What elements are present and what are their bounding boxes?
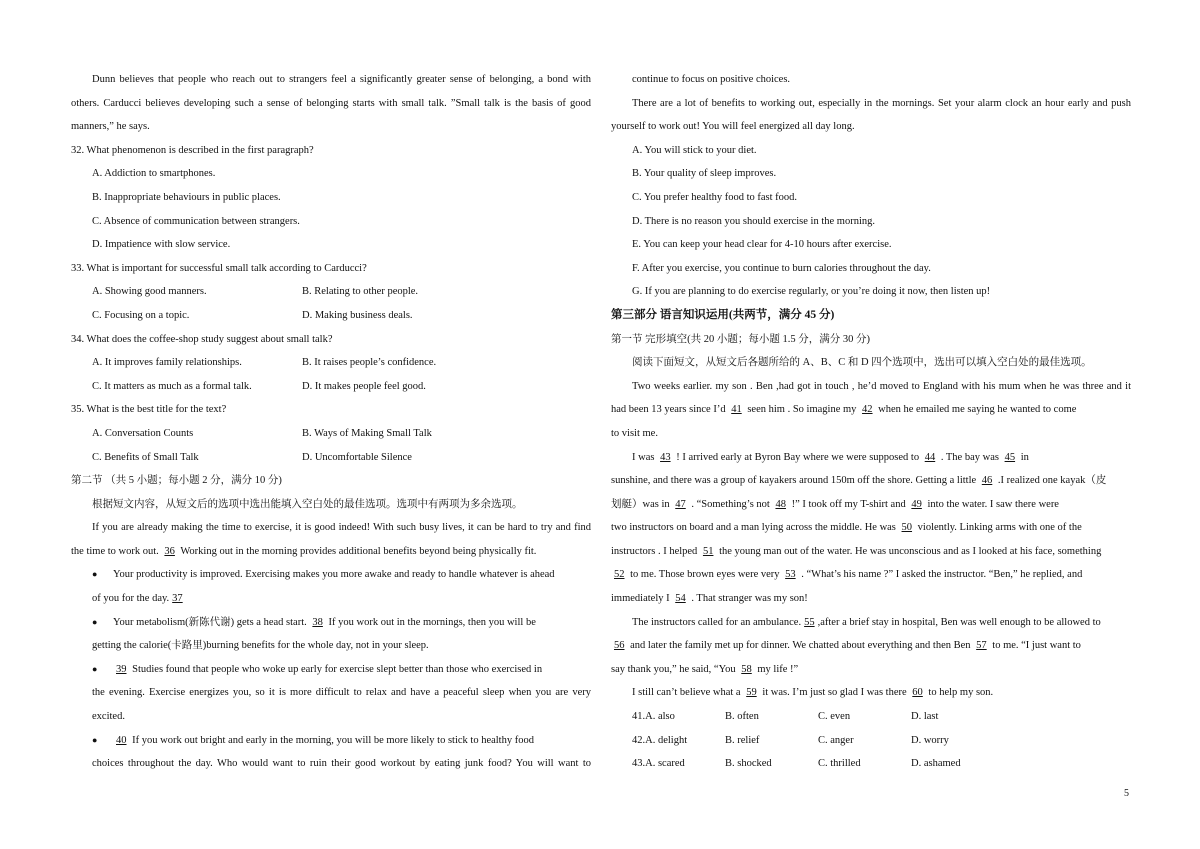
q34-options-row [71,351,591,375]
bullet-item [71,563,591,587]
q35-option-c: C. Benefits of Small Talk [92,451,199,463]
passage-line [611,634,1131,658]
q35-option-d: D. Uncomfortable Silence [302,451,412,463]
text-fragment: I still can’t believe what a [632,687,741,699]
blank-56: 56 [614,640,625,652]
text-fragment: I was [632,451,655,463]
option-c: C. You prefer healthy food to fast food. [632,191,798,203]
passage-line: Dunn believes that people who reach out to strangers feel a significantly greater sense of belonging, a bond with [92,74,591,85]
blank-50: 50 [901,522,913,534]
text-fragment: Studies found that people who woke up early for exercise slept better than those who exercised in [132,663,543,675]
bullet-icon: ● [92,616,98,627]
q33-option-b: B. Relating to other people. [302,286,419,298]
q41-option-d: D. last [911,711,939,723]
section-1-instruction: 阅读下面短文，从短文后各题所给的 A、B、C 和 D 四个选项中，选出可以填入空白处的最佳选项。 [632,357,1092,369]
option-e: E. You can keep your head clear for 4-10 hours after exercise. [632,239,892,251]
text-fragment: in [1020,451,1029,463]
blank-40: 40 [116,734,127,746]
q42-option-a: 42.A. delight [632,734,688,746]
passage-line [611,516,1131,540]
text-fragment: . “Something’s not [691,498,770,510]
q35-options-row [71,446,591,470]
question-33-stem: 33. What is important for successful small talk according to Carducci? [71,262,367,274]
option-b: B. Your quality of sleep improves. [632,168,777,180]
q33-options-row [71,280,591,304]
text-fragment: instructors . I helped [611,545,698,557]
blank-45: 45 [1004,451,1016,463]
blank-36: 36 [164,545,175,557]
text-fragment: the time to work out. [71,545,159,557]
blank-55: 55 [804,616,815,628]
bullet-item [71,658,591,682]
q34-option-b: B. It raises people’s confidence. [302,357,437,369]
text-fragment: ,after a brief stay in hospital, Ben was well enough to be allowed to [817,616,1101,628]
question-35-stem: 35. What is the best title for the text? [71,404,227,416]
left-column [71,68,591,776]
q34-option-c: C. It matters as much as a formal talk. [92,380,252,392]
passage-line [611,611,1131,635]
text-fragment: Your metabolism(新陈代谢) gets a head start. [113,616,307,628]
q42-option-d: D. worry [911,734,949,746]
q35-options-row [71,422,591,446]
q42-options-row [611,729,1131,753]
text-fragment: it was. I’m just so glad I was there [762,687,907,699]
blank-38: 38 [312,616,323,628]
text-fragment: when he emailed me saying he wanted to come [878,404,1077,416]
text-fragment: !” I took off my T-shirt and [791,498,906,510]
text-fragment: . That stranger was my son! [691,593,808,605]
q34-option-d: D. It makes people feel good. [302,380,426,392]
q32-option-a: A. Addiction to smartphones. [92,168,216,180]
bullet-continuation [71,587,591,611]
q43-option-d: D. ashamed [911,758,961,770]
section-2-title: 第二节 （共 5 小题；每小题 2 分，满分 10 分) [71,475,282,487]
text-fragment: If you work out bright and early in the morning, you will be more likely to stick to healthy food [132,734,534,746]
text-fragment: had been 13 years since I’d [611,404,726,416]
text-fragment: to me. “I just want to [992,640,1081,652]
blank-43: 43 [660,451,671,463]
option-f: F. After you exercise, you continue to burn calories throughout the day. [632,262,931,274]
passage-line [611,658,1131,682]
passage-line [611,446,1131,470]
page-number: 5 [1124,788,1129,799]
blank-37: 37 [172,593,183,605]
q33-options-row [71,304,591,328]
passage-line [611,398,1131,422]
q43-options-row [611,752,1131,776]
blank-42: 42 [862,404,873,416]
text-fragment: ! I arrived early at Byron Bay where we were supposed to [676,451,920,463]
blank-58: 58 [741,663,752,675]
q35-option-b: B. Ways of Making Small Talk [302,427,432,439]
passage-line: Two weeks earlier. my son . Ben ,had got in touch , he’d moved to England with his mum when he was three and it [632,380,1131,392]
q34-option-a: A. It improves family relationships. [92,357,242,369]
bullet-icon: ● [92,734,98,745]
q43-option-c: C. thrilled [818,758,861,770]
passage-line [611,563,1131,587]
text-fragment: violently. Linking arms with one of the [917,522,1082,534]
blank-60: 60 [912,687,923,699]
blank-52: 52 [614,569,625,581]
text-fragment: . The bay was [940,451,999,463]
text-fragment: and later the family met up for dinner. We chatted about everything and then Ben [630,640,971,652]
q32-option-d: D. Impatience with slow service. [92,239,231,251]
blank-39: 39 [116,663,127,675]
blank-59: 59 [746,687,757,699]
question-34-stem: 34. What does the coffee-shop study suggest about small talk? [71,333,333,345]
blank-53: 53 [785,569,796,581]
text-fragment: Working out in the morning provides additional benefits beyond being physically fit. [180,545,537,557]
bullet-continuation: the evening. Exercise energizes you, so it is more difficult to relax and have a peaceful sleep when you are very [92,687,591,699]
text-fragment: into the water. I saw there were [927,498,1059,510]
bullet-item [71,729,591,753]
section-1-title: 第一节 完形填空(共 20 小题；每小题 1.5 分，满分 30 分) [611,333,870,345]
passage-line [611,681,1131,705]
text-fragment: my life !” [757,663,799,675]
q41-option-c: C. even [818,711,851,723]
bullet-icon: ● [92,663,98,674]
bullet-icon: ● [92,569,98,580]
text-fragment: 划艇）was in [611,498,670,510]
text-fragment: immediately I [611,593,670,605]
text-fragment: say thank you,” he said, “You [611,663,736,675]
blank-51: 51 [702,545,714,557]
part-3-title: 第三部分 语言知识运用(共两节，满分 45 分) [611,308,835,321]
bullet-continuation: excited. [92,711,125,723]
bullet-continuation: choices throughout the day. Who would want to ruin their good workout by eating junk food? You will want to [92,758,591,770]
q33-option-c: C. Focusing on a topic. [92,309,190,321]
passage-line: continue to focus on positive choices. [632,74,791,85]
blank-41: 41 [731,404,742,416]
text-fragment: two instructors on board and a man lying across the middle. He was [611,522,896,534]
option-a: A. You will stick to your diet. [632,144,757,156]
bullet-item [71,611,591,635]
q42-option-b: B. relief [725,734,760,746]
option-d: D. There is no reason you should exercise in the morning. [632,215,876,227]
blank-57: 57 [976,640,987,652]
bullet-continuation: getting the calorie(卡路里)burning benefits for the whole day, not in your sleep. [92,640,429,652]
option-g: G. If you are planning to do exercise regularly, or you’re doing it now, then listen up! [632,286,991,298]
blank-44: 44 [924,451,936,463]
q35-option-a: A. Conversation Counts [92,427,194,439]
right-column [611,68,1131,776]
question-32-stem: 32. What phenomenon is described in the first paragraph? [71,144,314,156]
text-fragment: of you for the day. [92,593,170,605]
text-fragment: . “What’s his name ?” I asked the instructor. “Ben,” he replied, and [801,569,1083,581]
passage-line: manners,” he says. [71,121,150,133]
q41-options-row [611,705,1131,729]
passage-line [611,540,1131,564]
passage-line: others. Carducci believes developing such a sense of belonging starts with small talk. ”Small talk is the basis of good [71,97,591,109]
q43-option-a: 43.A. scared [632,758,685,770]
passage-line: If you are already making the time to exercise, it is good indeed! With such busy lives, it can be hard to try and find [92,522,591,534]
passage-line: yourself to work out! You will feel energized all day long. [611,121,855,133]
passage-line: There are a lot of benefits to working out, especially in the mornings. Set your alarm clock an hour early and push [632,97,1131,109]
blank-54: 54 [675,593,686,605]
blank-46: 46 [981,475,993,487]
passage-line: to visit me. [611,427,658,439]
blank-49: 49 [911,498,922,510]
q32-option-b: B. Inappropriate behaviours in public places. [92,191,281,203]
text-fragment: If you work out in the mornings, then you will be [328,616,536,628]
q33-option-a: A. Showing good manners. [92,286,207,298]
passage-line [611,493,1131,517]
q41-option-a: 41.A. also [632,711,675,723]
text-fragment: to help my son. [928,687,994,699]
text-fragment: seen him . So imagine my [747,404,857,416]
q32-option-c: C. Absence of communication between strangers. [92,215,300,227]
text-fragment: The instructors called for an ambulance. [632,616,802,628]
blank-48: 48 [775,498,786,510]
text-fragment: Your productivity is improved. Exercising makes you more awake and ready to handle whatever is ahead [113,569,555,581]
passage-line [71,540,591,564]
text-fragment: .I realized one kayak（皮 [997,475,1107,487]
text-fragment: the young man out of the water. He was unconscious and as I looked at his face, something [719,545,1102,557]
q42-option-c: C. anger [818,734,854,746]
q33-option-d: D. Making business deals. [302,309,413,321]
q34-options-row [71,375,591,399]
passage-line [611,587,1131,611]
blank-47: 47 [675,498,686,510]
text-fragment: sunshine, and there was a group of kayakers around 150m off the shore. Getting a little [611,475,977,487]
q41-option-b: B. often [725,711,759,723]
passage-line [611,469,1131,493]
section-2-instruction: 根据短文内容，从短文后的选项中选出能填入空白处的最佳选项。选项中有两项为多余选项。 [92,498,523,510]
text-fragment: to me. Those brown eyes were very [630,569,780,581]
q43-option-b: B. shocked [725,758,772,770]
